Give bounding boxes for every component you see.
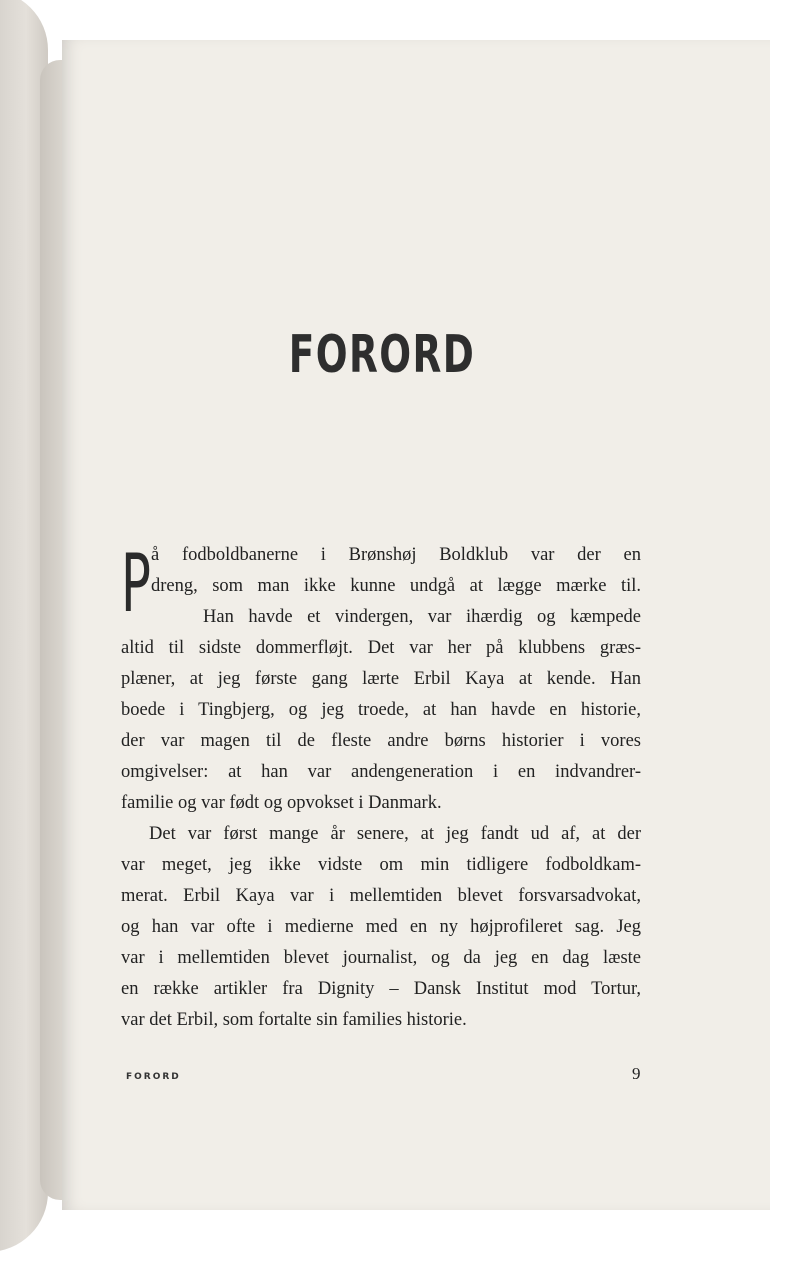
text-line: Det var først mange år senere, at jeg fandt ud af, at der: [149, 824, 641, 844]
running-head: FORORD: [126, 1072, 181, 1082]
text-line: var meget, jeg ikke vidste om min tidligere fodboldkam-: [121, 855, 641, 875]
text-line: familie og var født og opvokset i Danmark.: [121, 793, 442, 813]
text-line: var i mellemtiden blevet journalist, og da jeg en dag læste: [121, 948, 641, 968]
text-line: Han havde et vindergen, var ihærdig og kæmpede: [203, 607, 641, 627]
text-line: altid til sidste dommerfløjt. Det var her på klubbens græs-: [121, 638, 641, 658]
text-line: og han var ofte i medierne med en ny højprofileret sag. Jeg: [121, 917, 641, 937]
drop-cap: P: [121, 537, 151, 630]
text-line: en række artikler fra Dignity – Dansk Institut mod Tortur,: [121, 979, 641, 999]
text-line: omgivelser: at han var andengeneration i en indvandrer-: [121, 762, 641, 782]
text-line: boede i Tingbjerg, og jeg troede, at han havde en historie,: [121, 700, 641, 720]
text-line: der var magen til de fleste andre børns historier i vores: [121, 731, 641, 751]
body-text: [121, 537, 641, 1036]
page-number: 9: [632, 1064, 641, 1083]
text-line: plæner, at jeg første gang lærte Erbil Kaya at kende. Han: [121, 669, 641, 689]
chapter-title: FORORD: [288, 325, 476, 385]
text-line: dreng, som man ikke kunne undgå at lægge mærke til.: [151, 576, 641, 596]
text-line: merat. Erbil Kaya var i mellemtiden blevet forsvarsadvokat,: [121, 886, 641, 906]
text-line: å fodboldbanerne i Brønshøj Boldklub var der en: [151, 545, 641, 565]
text-line: var det Erbil, som fortalte sin families historie.: [121, 1010, 467, 1030]
book-page: [62, 40, 770, 1210]
